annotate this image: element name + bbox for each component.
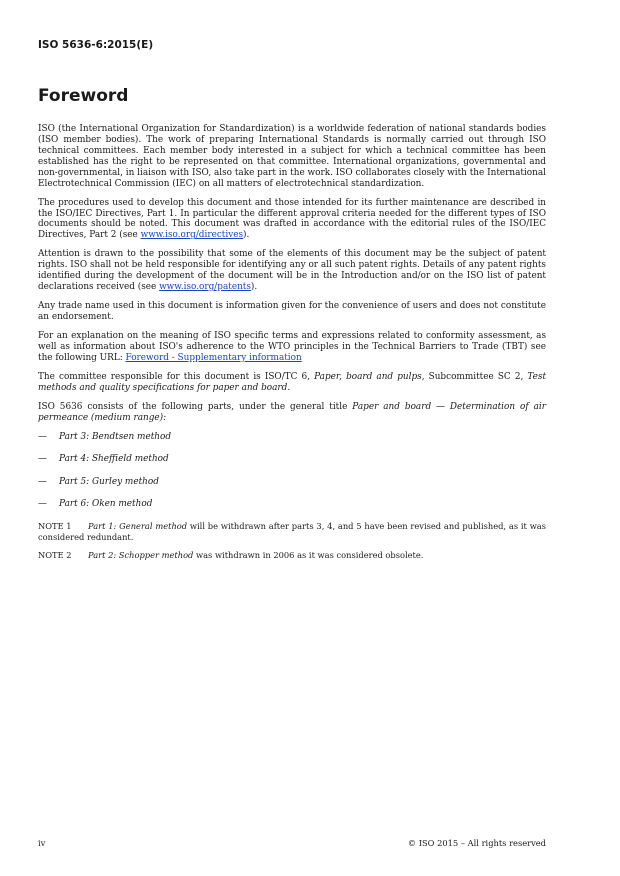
copyright-notice: © ISO 2015 – All rights reserved (407, 838, 546, 848)
document-page (38, 0, 546, 876)
page-number: iv (38, 838, 46, 848)
list-item: — Part 3: Bendtsen method (38, 432, 172, 443)
paragraph-patents: Attention is drawn to the possibility that some of the elements of this document may be the subject of patent rights. ISO shall not be held responsible for identifying any or all such patent rights. Details of any patent rights identified during the development of the document will be in the Introduction and/or on the ISO list of patent declarations received (see www.iso.org/patents). (38, 249, 546, 293)
paragraph-parts-intro: ISO 5636 consists of the following parts, under the general title Paper and board — Determination of air permeance (medium range): (38, 402, 546, 424)
paragraph-procedures: The procedures used to develop this document and those intended for its further maintenance are described in the ISO/IEC Directives, Part 1. In particular the different approval criteria needed for the different types of ISO documents should be noted. This document was drafted in accordance with the editorial rules of the ISO/IEC Directives, Part 2 (see www.iso.org/directives). (38, 197, 546, 241)
dash-bullet: — (38, 499, 47, 510)
note-1: NOTE 1 Part 1: General method will be withdrawn after parts 3, 4, and 5 have been revised and published, as it was considered redundant. (38, 521, 547, 542)
parts-list (38, 432, 546, 510)
document-id: ISO 5636-6:2015(E) (38, 39, 154, 51)
list-item: — Part 4: Sheffield method (38, 454, 169, 465)
supplementary-info-link[interactable]: Foreword - Supplementary information (125, 353, 302, 364)
paragraph-iso-intro: ISO (the International Organization for Standardization) is a worldwide federation of national standards bodies (ISO member bodies). The work of preparing International Standards is normally carried out through ISO technical committees. Each member body interested in a subject for which a technical committee has been established has the right to be represented on that committee. International organizations, governmental and non-governmental, in liaison with ISO, also take part in the work. ISO collaborates closely with the International Electrotechnical Commission (IEC) on all matters of electrotechnical standardization. (38, 124, 546, 189)
note-2: NOTE 2 Part 2: Schopper method was withdrawn in 2006 as it was considered obsolete. (38, 550, 424, 561)
page-footer (38, 838, 546, 848)
patents-link[interactable]: www.iso.org/patents (159, 282, 251, 293)
dash-bullet: — (38, 432, 47, 443)
paragraph-conformity: For an explanation on the meaning of ISO specific terms and expressions related to conformity assessment, as well as information about ISO's adherence to the WTO principles in the Technical Barriers to Trade (TBT) see the following URL: Foreword - Supplementary information (38, 331, 546, 364)
directives-link[interactable]: www.iso.org/directives (140, 230, 244, 241)
paragraph-trade-name: Any trade name used in this document is information given for the convenience of users and does not constitute an endorsement. (38, 301, 546, 323)
list-item: — Part 6: Oken method (38, 499, 153, 510)
paragraph-committee: The committee responsible for this document is ISO/TC 6, Paper, board and pulps, Subcommittee SC 2, Test methods and quality specifications for paper and board. (38, 372, 547, 394)
page-title: Foreword (38, 86, 129, 106)
foreword-body (38, 124, 546, 569)
list-item: — Part 5: Gurley method (38, 476, 159, 487)
dash-bullet: — (38, 454, 47, 465)
dash-bullet: — (38, 476, 47, 487)
